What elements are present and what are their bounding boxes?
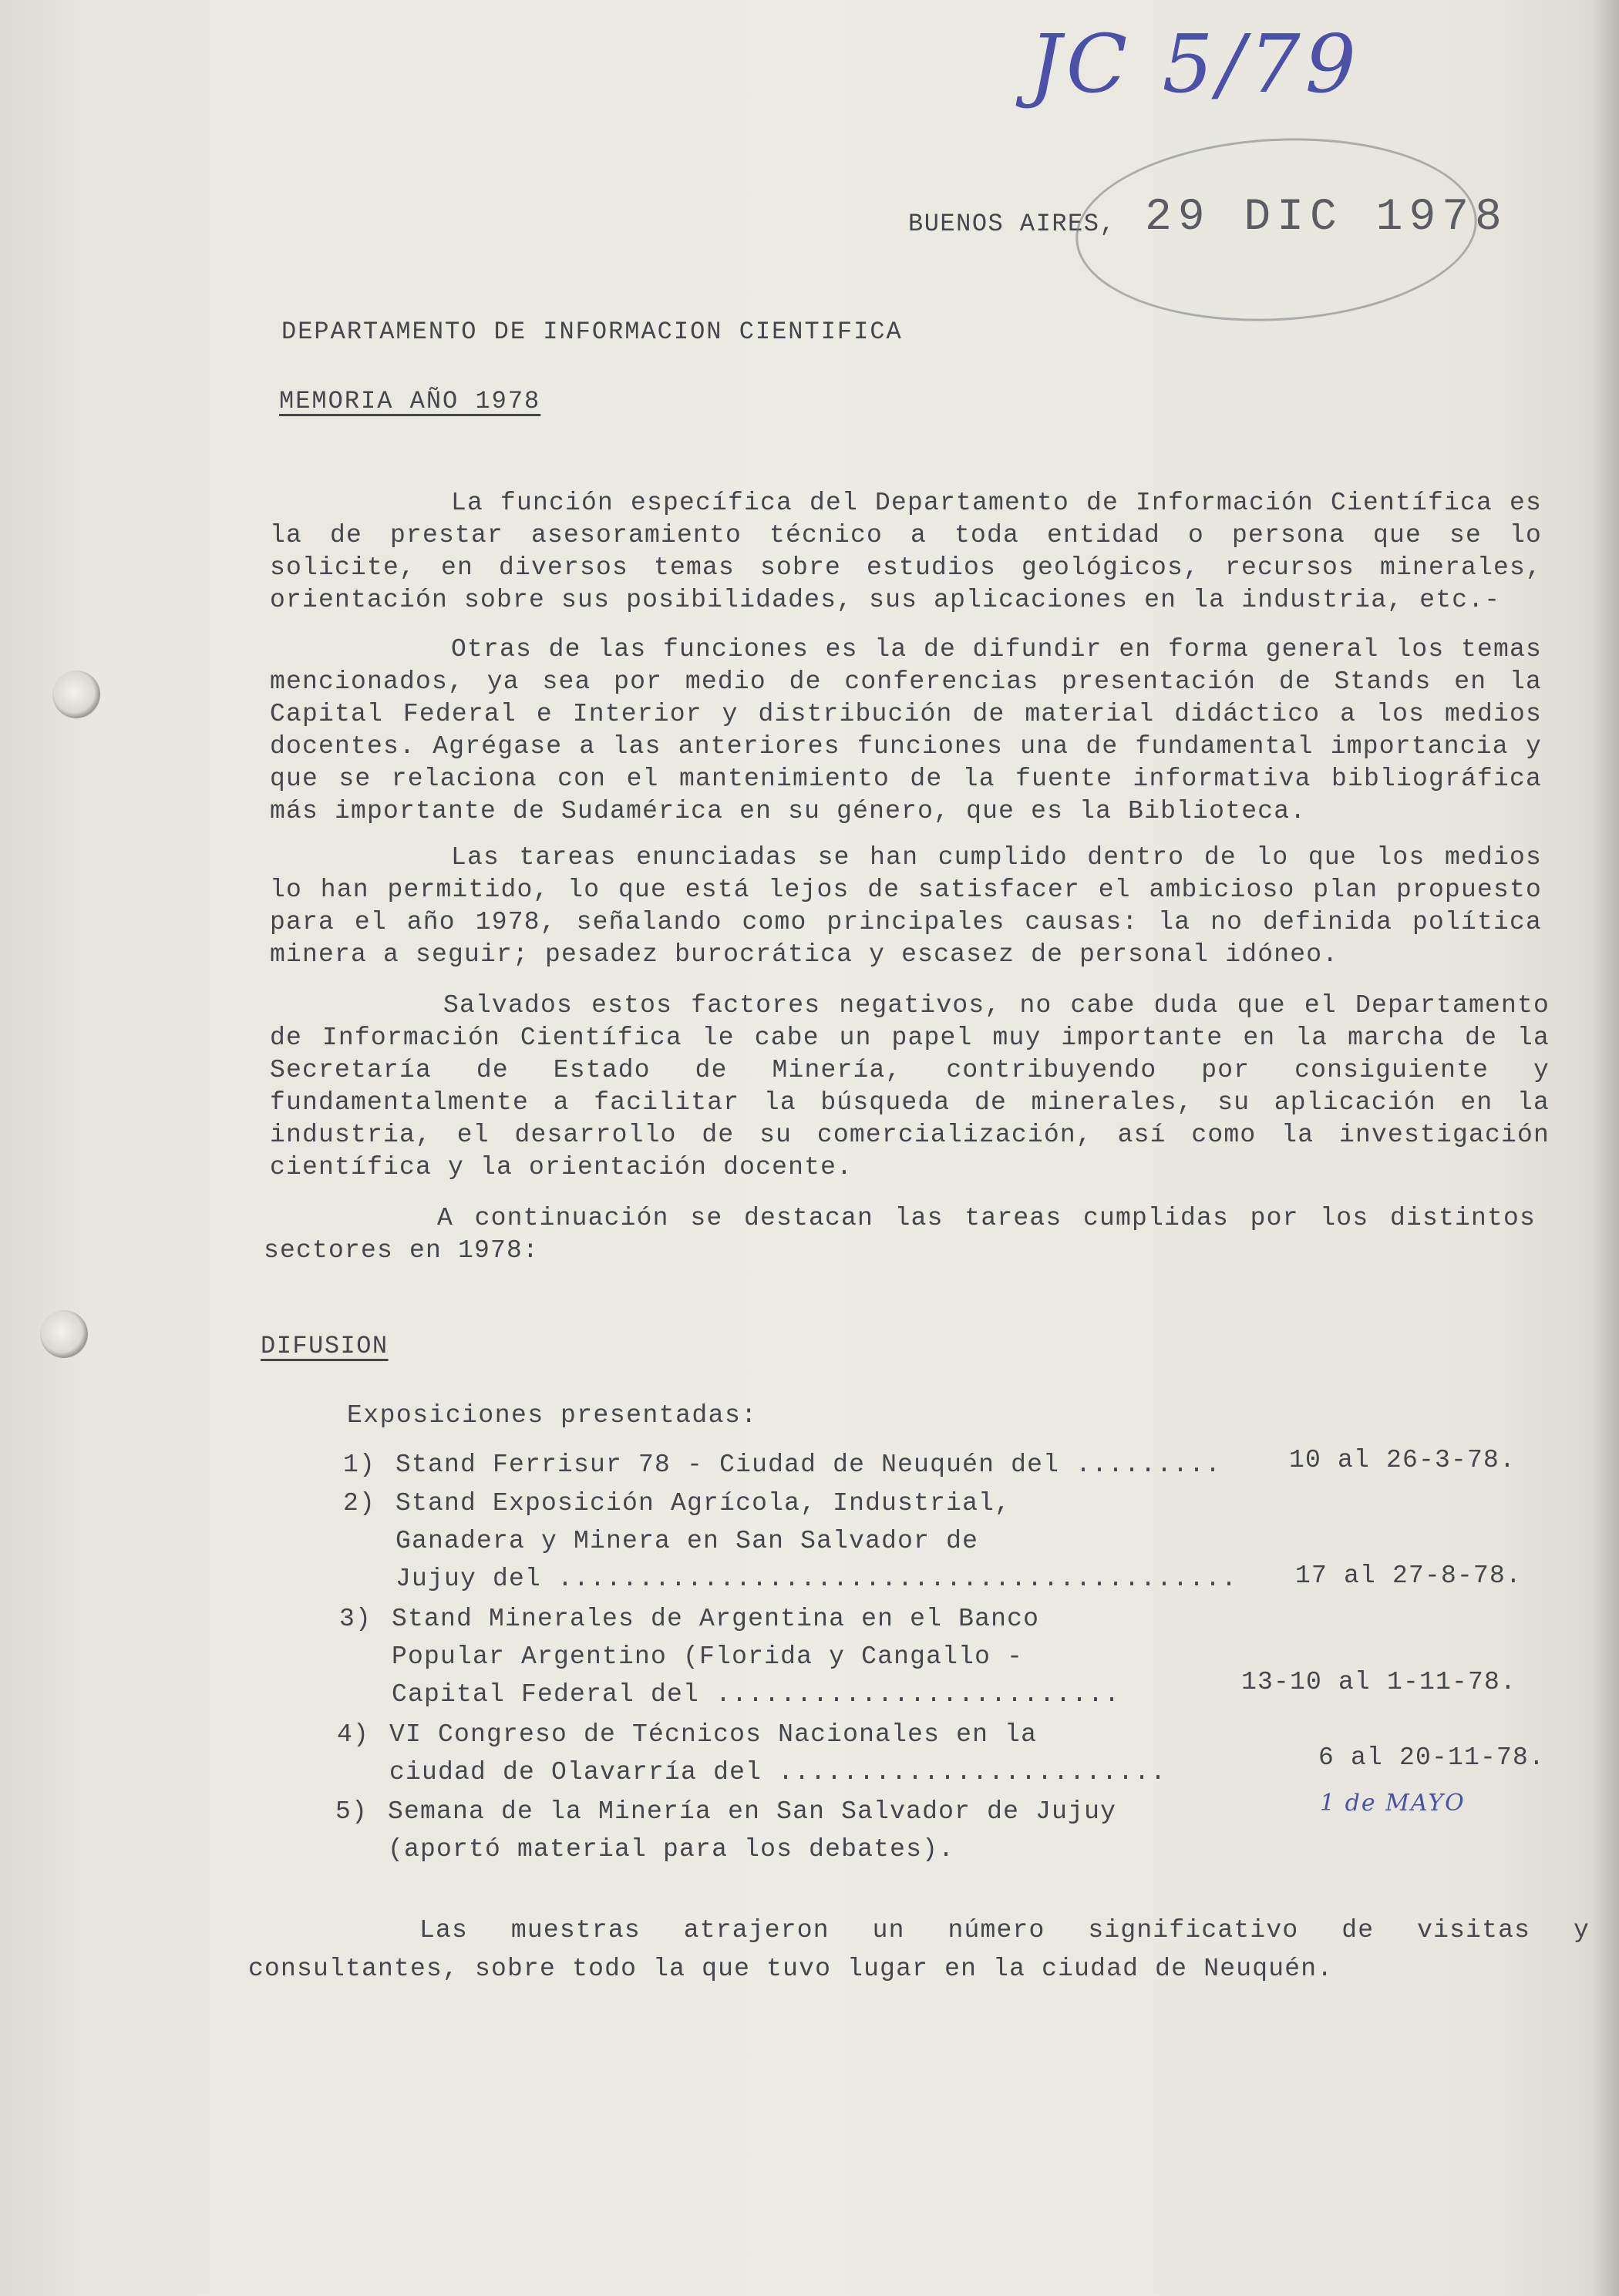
item-number: 5) (335, 1797, 369, 1826)
item-line: Popular Argentino (Florida y Cangallo - (392, 1642, 1024, 1671)
exhibition-date: 6 al 20-11-78. (1318, 1743, 1546, 1772)
exhibition-item (339, 1600, 1120, 1713)
paragraph-1: La función específica del Departamento de Información Científica es la de prestar asesoramiento técnico a toda entidad o persona que se lo solicite, en diversos temas sobre estudios geológicos, recursos minerales, orientación sobre sus posibilidades, sus aplicaciones en la industria, etc.- (270, 489, 1542, 614)
closing-paragraph: Las muestras atrajeron un número significativo de visitas y consultantes, sobre todo la que tuvo lugar en la ciudad de Neuquén. (248, 1916, 1590, 1983)
item-number: 1) (343, 1451, 376, 1479)
handwritten-reference: JC 5/79 (1029, 17, 1361, 111)
exhibition-item (337, 1716, 1166, 1791)
item-line: Capital Federal del ......................... (392, 1680, 1121, 1709)
item-number: 4) (337, 1720, 370, 1749)
item-line: Stand Exposición Agrícola, Industrial, (395, 1489, 1011, 1518)
item-number: 2) (343, 1489, 376, 1518)
exhibition-item (343, 1484, 1237, 1598)
punch-hole (52, 671, 100, 718)
punch-hole (40, 1310, 88, 1358)
paragraph-4: Salvados estos factores negativos, no cabe duda que el Departamento de Información Científica le cabe un papel muy importante en la marcha de la Secretaría de Estado de Minería, contribuyendo por consiguiente y fundamentalmente a facilitar la búsqueda de minerales, su aplicación en la industria, el desarrollo de su comercialización, así como la investigación científica y la orientación docente. (270, 991, 1550, 1182)
exhibitions-heading: Exposiciones presentadas: (347, 1401, 758, 1430)
item-line: ciudad de Olavarría del ........................ (389, 1758, 1167, 1787)
department-heading: DEPARTAMENTO DE INFORMACION CIENTIFICA (281, 318, 903, 346)
page-edge-shadow (1593, 0, 1619, 2296)
item-line: (aportó material para los debates). (388, 1835, 955, 1864)
item-line: Ganadera y Minera en San Salvador de (395, 1527, 979, 1555)
date-stamp: 29 DIC 1978 (1145, 193, 1508, 243)
exhibition-date: 17 al 27-8-78. (1295, 1561, 1523, 1590)
paragraph-3: Las tareas enunciadas se han cumplido dentro de lo que los medios lo han permitido, lo que está lejos de satisfacer el ambicioso plan propuesto para el año 1978, señalando como principales causas: la no definida política minera a seguir; pesadez burocrática y escasez de personal idóneo. (270, 843, 1542, 969)
item-line: Stand Ferrisur 78 - Ciudad de Neuquén del ......... (395, 1451, 1222, 1479)
paragraph-5: A continuación se destacan las tareas cumplidas por los distintos sectores en 1978: (264, 1204, 1536, 1265)
item-line: Semana de la Minería en San Salvador de Jujuy (388, 1797, 1117, 1826)
exhibition-date: 13-10 al 1-11-78. (1241, 1668, 1517, 1696)
item-number: 3) (339, 1605, 372, 1633)
place-text: BUENOS AIRES, (908, 210, 1116, 238)
section-title-difusion: DIFUSION (261, 1332, 389, 1360)
exhibition-item (343, 1446, 1221, 1484)
item-line: VI Congreso de Técnicos Nacionales en la (389, 1720, 1038, 1749)
exhibition-item (335, 1793, 1116, 1868)
paragraph-2: Otras de las funciones es la de difundir en forma general los temas mencionados, ya sea por medio de conferencias presentación de Stands en la Capital Federal e Interior y distribución de material didáctico a los medios docentes. Agrégase a las anteriores funciones una de fundamental importancia y que se relaciona con el mantenimiento de la fuente informativa bibliográfica más importante de Sudamérica en su género, que es la Biblioteca. (270, 635, 1542, 825)
memo-title: MEMORIA AÑO 1978 (279, 387, 541, 415)
item-line: Jujuy del .......................................... (395, 1565, 1238, 1593)
item-line: Stand Minerales de Argentina en el Banco (392, 1605, 1040, 1633)
handwritten-note: 1 de MAYO (1320, 1790, 1466, 1817)
exhibition-date: 10 al 26-3-78. (1289, 1446, 1516, 1474)
